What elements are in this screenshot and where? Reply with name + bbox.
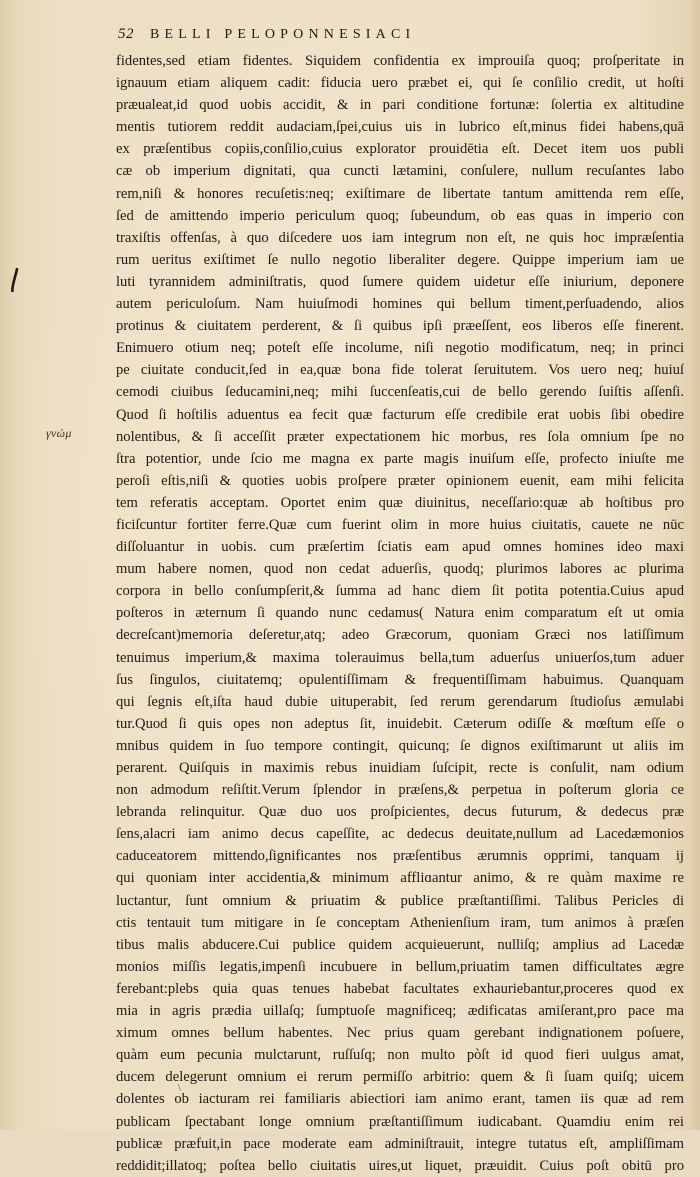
running-head: BELLI PELOPONNESIACI — [150, 27, 416, 42]
text-line: ximum omnes bellum habentes. Nec prius quam gerebant indignationem poſuere, — [116, 1025, 684, 1042]
text-line: cæ ob imperium dignitati, qua cuncti lætamini, conſulere, nullum recuſantes labo — [116, 163, 684, 180]
text-line: rem,niſi & honores recuſetis:neq; exiſtimare de libertate tantum amittenda rem eſſe, — [116, 185, 684, 202]
marginal-note: γνώμ — [46, 426, 72, 440]
stray-ink-mark: \ — [178, 1083, 181, 1094]
text-line: tibus malis abducere.Cui publice quidem acquieuerunt, nulliſq; amplius ad Lacedæ — [116, 936, 684, 953]
text-line: ſus ſingulos, ciuitatemq; opulentiſſimam & frequentiſſimam habuimus. Quanquam — [116, 671, 684, 688]
text-line: non admodum reſiſtit.Verum ſplendor in præſens,& perpetua in poſterum gloria ce — [116, 782, 684, 799]
text-line: luctantur, ſunt omnium & priuatim & publice præſtantiſſimi. Talibus Pericles di — [116, 892, 684, 909]
text-line: autem periculoſum. Nam huiuſmodi homines qui bellum timent,perſuadendo, alios — [116, 296, 684, 313]
text-line: quàm eum pecunia mulctarunt, ruſſuſq; non multo pòſt id quod fieri uulgus amat, — [116, 1047, 684, 1064]
text-line: caduceatorem mittendo,ſignificantes nos præſentibus ærumnis opprimi, tanquam ij — [116, 848, 684, 865]
text-line: ſtra potentior, unde ſcio me magna ex parte magis inuiſum eſſe, profecto iniuſte me — [116, 450, 684, 467]
text-line: tenuimus imperium,& maxima tolerauimus bella,tum aduerſus uniuerſos,tum aduer — [116, 649, 684, 666]
text-line: ficiſcuntur fortiter ferre.Quæ cum fuerint olim in more huius ciuitatis, cauete ne nūc — [116, 516, 684, 533]
text-line: ſed de amittendo imperio periculum quoq; ſubeundum, ob eas quas in imperio con — [116, 207, 684, 224]
text-line: perarent. Quiſquis in maximis rebus inuidiam ſuſcipit, recte is conſulit, nam odium — [116, 760, 684, 776]
text-line: mum habere nomen, quod non cedat aduerſis, quodq; plurimos labores ac plurima — [116, 561, 684, 578]
text-line: mia in agris prædia uillaſq; ſumptuoſe magnificeq; ædificatas amiſerant,pro pace ma — [116, 1003, 684, 1020]
text-line: ctis tentauit tum mitigare in ſe conceptam Athenienſium iram, tum animos à præſen — [116, 914, 684, 931]
text-line: cemodi ciuibus ſeducamini,neq; mihi ſuccenſeatis,cui de bello gerendo ſuiſtis aſſenſi. — [116, 384, 684, 401]
text-line: reddidit;illatoq; poſtea bello ciuitatis uires,ut liquet, præuidit. Cuius poſt obitū pro — [116, 1157, 684, 1174]
text-line: fidentes,sed etiam fidentes. Siquidem confidentia ex improuiſa quoq; proſperitate in — [116, 53, 684, 69]
text-line: rum ueritus exiſtimet ſe nullo negotio liberaliter degere. Quippe imperium iam ue — [116, 251, 684, 268]
text-line: publicam ſpectabant longe omnium præſtantiſſimum iudicabant. Quamdiu enim rei — [116, 1113, 684, 1130]
text-line: ſens,alacri iam animo decus capeſſite, ac dedecus deuitate,nullum ad Lacedæmonios — [116, 826, 684, 843]
text-line: traxiſtis offenſas, à quo diſcedere uos iam integrum non eſt, ne quis hoc impræſentia — [116, 229, 684, 246]
page-header — [0, 26, 700, 48]
text-line: qui ſegnis eſt,iſta haud dubie uituperabit, ſed rerum gerendarum ſtudioſus æmulabi — [116, 693, 684, 710]
text-line: publicæ præfuit,in pace moderate eam adminiſtrauit, integre tutatus eſt, ampliſſimam — [116, 1135, 684, 1152]
text-line: decreſcant)memoria deſeretur,atq; adeo Græcorum, quoniam Græci nos latiſſimum — [116, 627, 684, 644]
text-line: corpora in bello conſumpſerit,& ſumma ad hanc diem ſit potita potentia.Cuius apud — [116, 583, 684, 600]
text-line: diſſoluantur in uobis. cum præſertim ſciatis eam apud omnes homines ideo maxi — [116, 539, 684, 556]
text-line: ducem delegerunt omnium ei rerum permiſſo arbitrio: quem & ſi ſuam quiſq; uicem — [116, 1069, 684, 1086]
text-line: lebranda relinquitur. Quæ duo uos proſpicientes, decus futurum, & dedecus præ — [116, 804, 684, 821]
text-line: pe ciuitate conducit,ſed in ea,quæ bona fide tolerat ſeruitutem. Vos uero neq; huiuſ — [116, 362, 684, 379]
text-line: mnibus quidem in ſuo tempore contingit, quicunq; ſe dignos exiſtimarunt ut aliis im — [116, 737, 684, 754]
text-line: ferebant:plebs quia quas tenues habebat facultates exhauriebantur,proceres quod ex — [116, 980, 684, 997]
text-line: dolentes ob iacturam rei familiaris abiectiori iam animo erant, tamen iis quæ ad rem — [116, 1091, 684, 1108]
text-line: protinus & ciuitatem perderent, & ſi quibus ipſi præeſſent, eos liberos eſſe finerent. — [116, 318, 684, 335]
text-line: tem referatis acceptam. Oportet enim quæ diuinitus, neceſſario:quæ ab hoſtibus pro — [116, 494, 684, 511]
text-line: tur.Quod ſi quis opes non adeptus ſit, inuidebit. Cæterum odiſſe & mœſtum eſſe o — [116, 715, 684, 732]
margin-ink-mark — [8, 268, 22, 292]
text-line: Enimuero otium neq; poteſt eſſe incolume, niſi negotio modificatum, neq; in princi — [116, 340, 684, 357]
text-line: mentis tutiorem reddit audaciam,ſpei,cuius uis in lubrico eſt,minus fidei habens,quā — [116, 119, 684, 136]
text-line: peroſi eſtis,niſi & quoties uobis proſpere præter opinionem euenit, eam mihi felicita — [116, 472, 684, 489]
text-line: ex præſentibus copiis,conſilio,cuius explorator prouidētia eſt. Decet item uos publi — [116, 141, 684, 158]
text-line: monios miſſis legatis,impenſi incubuere in bellum,priuatim tamen difficultates ægre — [116, 958, 684, 975]
text-line: ignauum etiam aliquem cadit: fiducia uero præbet ei, qui ſe conſilio credit, ut hoſti — [116, 75, 684, 92]
text-line: nolentibus, & ſi acceſſit præter expectationem hic morbus, res ſola omnium ſpe no — [116, 428, 684, 445]
text-line: qui quoniam inter accidentia,& minimum affliɑantur animo, & re quàm maxime re — [116, 870, 684, 887]
text-line: luti tyrannidem adminiſtratis, quod ſumere quidem uidetur eſſe iniurium, deponere — [116, 273, 684, 290]
text-line: poſteros in æternum ſi quando nunc cedamus( Natura enim comparatum eſt ut omia — [116, 605, 684, 622]
body-text — [116, 50, 684, 1177]
text-line: Quod ſi hoſtilis aduentus ea fecit quæ facturum eſſe credibile erat uobis ſibi obedire — [116, 406, 684, 423]
page-number: 52 — [118, 26, 134, 42]
text-line: præualeat,id quod uobis accidit, & in pari conditione fortunæ: ſolertia ex altitudine — [116, 97, 684, 114]
